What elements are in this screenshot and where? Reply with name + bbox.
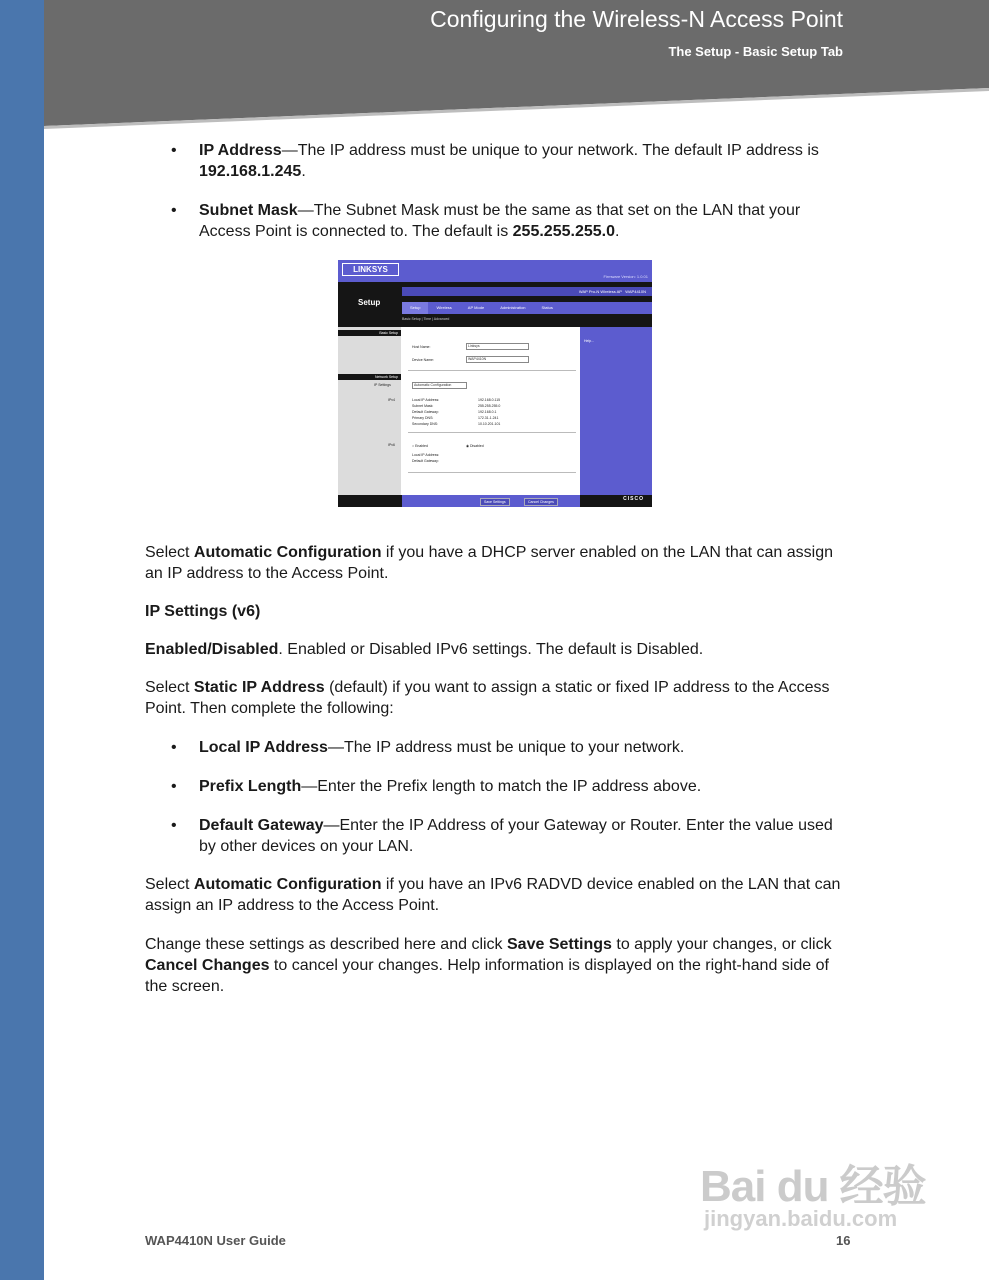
- term: Save Settings: [507, 936, 612, 953]
- ipv4-label-gateway: Default Gateway:: [412, 410, 439, 414]
- sec-basic-setup: Basic Setup: [338, 330, 401, 336]
- shot-save-button[interactable]: Save Settings: [480, 498, 510, 506]
- watermark-text: Bai du 经验: [700, 1162, 926, 1211]
- ipv6-label-gateway: Default Gateway:: [412, 459, 439, 463]
- default-value: 255.255.255.0: [512, 223, 615, 240]
- page-number: 16: [836, 1233, 851, 1248]
- shot-left-column: [338, 327, 401, 495]
- tab-status[interactable]: Status: [541, 305, 553, 310]
- ipv4-label-pdns: Primary DNS:: [412, 416, 434, 420]
- divider: [408, 432, 576, 433]
- heading: IP Settings (v6): [145, 603, 261, 620]
- ipv4-value-sdns: 10.10.201.101: [478, 422, 501, 426]
- ipv4-value-pdns: 172.31.1.241: [478, 416, 499, 420]
- section-label: Setup: [358, 298, 381, 307]
- ipv4-value-subnet: 255.255.255.0: [478, 404, 501, 408]
- radio-label: Disabled: [470, 444, 484, 448]
- ipv4-label-local-ip: Local IP Address:: [412, 398, 440, 402]
- ipv6-enabled-radio[interactable]: ○ Enabled: [412, 444, 428, 448]
- shot-help-column: [580, 327, 652, 495]
- bullet-subnet-mask: [145, 200, 845, 242]
- shot-bottom-bar: [338, 495, 652, 507]
- text: . Enabled or Disabled IPv6 settings. The default is Disabled.: [278, 641, 704, 658]
- term: Local IP Address: [199, 739, 328, 756]
- term: Cancel Changes: [145, 957, 270, 974]
- host-name-input[interactable]: Linksys: [466, 343, 529, 350]
- text: (default) if you want to assign a static or fixed IP address to the Access Point. Then complete the following:: [145, 679, 830, 717]
- term: Automatic Configuration: [193, 544, 382, 561]
- text: Select: [145, 544, 194, 561]
- linksys-logo: LINKSYS: [342, 263, 399, 276]
- baidu-watermark: [700, 1130, 940, 1240]
- tab-setup[interactable]: Setup: [402, 302, 428, 314]
- cisco-logo: CISCO: [623, 496, 644, 502]
- divider: [408, 472, 576, 473]
- device-name-input[interactable]: WAP4410N: [466, 356, 529, 363]
- para-radvd: [145, 874, 845, 916]
- term: IP Address: [199, 142, 282, 159]
- ip-mode-select[interactable]: Automatic Configuration: [412, 382, 467, 389]
- ipv4-value-gateway: 192.168.0.1: [478, 410, 497, 414]
- ipv4-value-local-ip: 192.168.0.115: [478, 398, 501, 402]
- subtabs[interactable]: Basic Setup | Time | Advanced: [402, 317, 450, 321]
- shot-tabs: [402, 302, 652, 314]
- bullet-text: —Enter the IP Address of your Gateway or Router. Enter the value used by other devices on your LAN.: [199, 817, 833, 855]
- section-title: The Setup - Basic Setup Tab: [668, 44, 843, 59]
- text: Select: [145, 876, 194, 893]
- para-enabled-disabled: [145, 639, 845, 660]
- para-static-ip: [145, 677, 845, 719]
- footer-guide-title: WAP4410N User Guide: [145, 1233, 286, 1248]
- tab-ap-mode[interactable]: AP Mode: [467, 305, 485, 310]
- product-bar: [402, 287, 652, 296]
- default-value: 192.168.1.245: [199, 163, 302, 180]
- bullet-text: —The Subnet Mask must be the same as that set on the LAN that your Access Point is connected to. The default is: [199, 202, 801, 240]
- help-link[interactable]: Help...: [584, 339, 595, 343]
- bullet-local-ip: [145, 737, 845, 758]
- bullet-text: —The IP address must be unique to your network. The default IP address is: [281, 142, 819, 159]
- bullet-prefix-length: [145, 776, 845, 797]
- text: if you have a DHCP server enabled on the LAN that can assign an IP address to the Access Point.: [145, 544, 833, 582]
- shot-cancel-button[interactable]: Cancel Changes: [524, 498, 558, 506]
- bullet-default-gateway: [145, 815, 845, 857]
- bullet-ip-address: [145, 140, 845, 182]
- ipv4-label-sdns: Secondary DNS:: [412, 422, 439, 426]
- term: Static IP Address: [193, 679, 325, 696]
- bullet-text: —The IP address must be unique to your network.: [327, 739, 685, 756]
- watermark-url: jingyan.baidu.com: [704, 1206, 898, 1231]
- tab-wireless[interactable]: Wireless: [436, 305, 452, 310]
- lbl-ipv6: IPv6: [388, 443, 396, 447]
- term: Subnet Mask: [199, 202, 298, 219]
- text: Select: [145, 679, 194, 696]
- left-blue-band: [0, 0, 44, 1280]
- product-name: WAP Pro-N Wireless AP: [578, 289, 622, 294]
- text: to cancel your changes. Help information is displayed on the right-hand side of the screen.: [145, 957, 829, 995]
- document-body: [145, 140, 845, 1014]
- text: Change these settings as described here and click: [145, 936, 507, 953]
- divider: [408, 370, 576, 371]
- ipv6-disabled-radio[interactable]: ◉ Disabled: [466, 444, 484, 448]
- host-name-label: Host Name:: [412, 345, 431, 349]
- lbl-ipv4: IPv4: [388, 398, 396, 402]
- tab-administration[interactable]: Administration: [500, 305, 526, 310]
- term: Default Gateway: [199, 817, 324, 834]
- punct: .: [614, 223, 620, 240]
- model-name: WAP4410N: [625, 289, 646, 294]
- bullet-text: —Enter the Prefix length to match the IP address above.: [301, 778, 702, 795]
- term: Enabled/Disabled: [145, 641, 279, 658]
- term: Automatic Configuration: [193, 876, 382, 893]
- ipv6-label-local-ip: Local IP Address:: [412, 453, 440, 457]
- chapter-title: Configuring the Wireless-N Access Point: [430, 6, 843, 32]
- device-name-label: Device Name:: [412, 358, 434, 362]
- para-save-cancel: [145, 934, 845, 997]
- setup-screenshot: [338, 260, 652, 507]
- text: if you have an IPv6 RADVD device enabled on the LAN that can assign an IP address to the Access Point.: [145, 876, 841, 914]
- lbl-ip-settings: IP Settings: [374, 383, 391, 387]
- heading-ip-settings-v6: [145, 601, 845, 622]
- punct: .: [301, 163, 306, 180]
- ipv4-label-subnet: Subnet Mask:: [412, 404, 434, 408]
- sec-network-setup: Network Setup: [338, 374, 401, 380]
- term: Prefix Length: [199, 778, 302, 795]
- firmware-version: Firmware Version: 1.0.01: [603, 274, 648, 279]
- para-auto-config: [145, 542, 845, 584]
- radio-label: Enabled: [415, 444, 428, 448]
- text: to apply your changes, or click: [611, 936, 832, 953]
